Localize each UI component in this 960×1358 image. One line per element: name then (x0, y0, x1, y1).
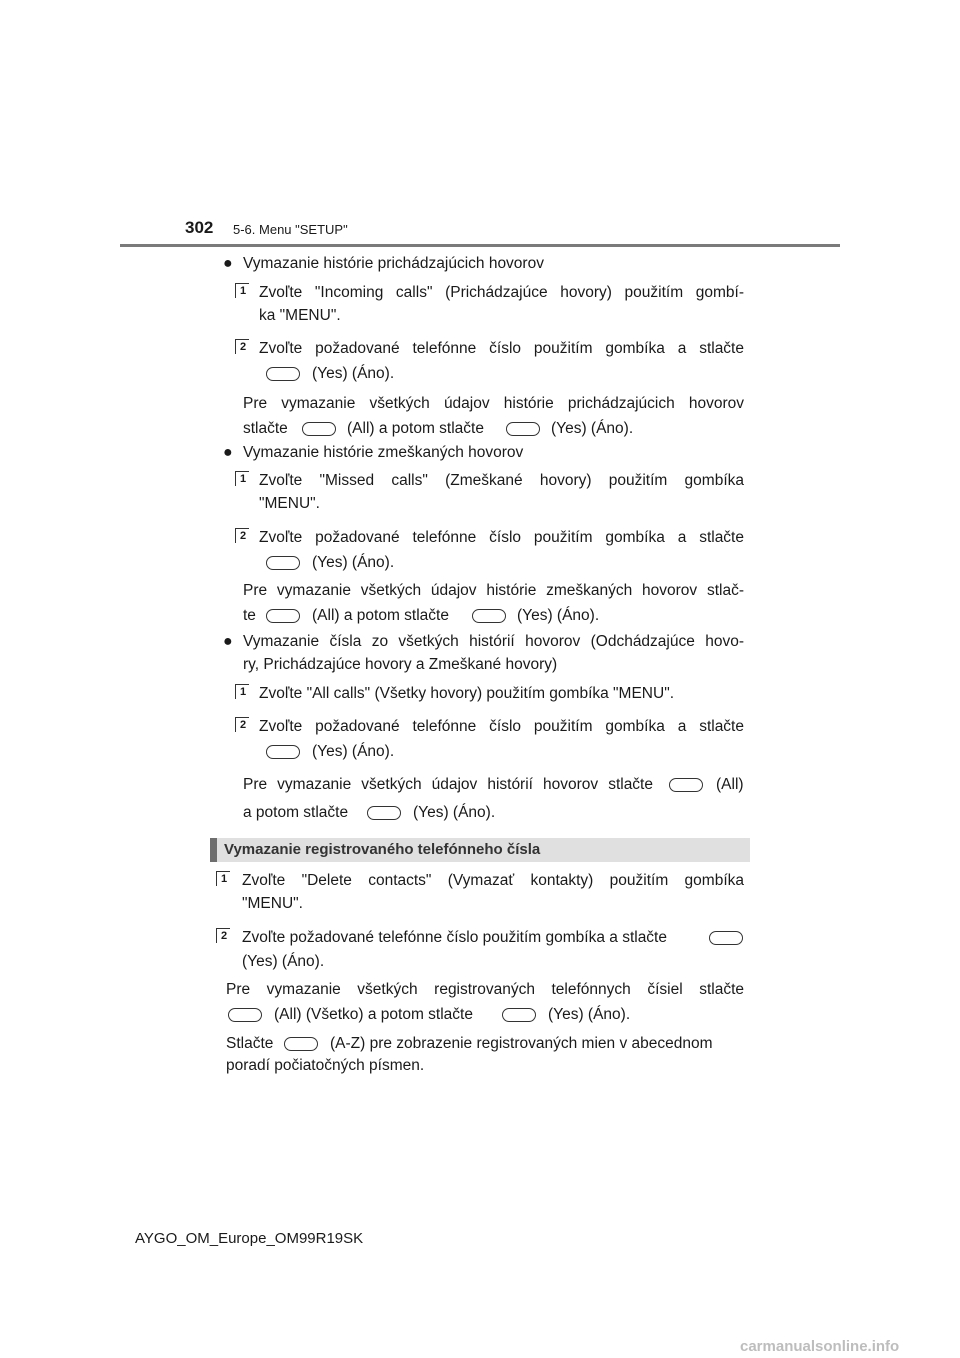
soft-button-icon (266, 556, 300, 570)
header-divider (120, 244, 840, 247)
heading-accent-bar (210, 838, 217, 862)
block1-step1-line1: Zvoľte "Incoming calls" (Prichádzajúce hovory) použitím gombí- (259, 284, 744, 301)
soft-button-icon (502, 1008, 536, 1022)
soft-button-icon (709, 931, 743, 945)
block2-note-yes: (Yes) (Áno). (517, 607, 600, 624)
block2-step1-line1: Zvoľte "Missed calls" (Zmeškané hovory) použitím gombíka (259, 472, 744, 489)
block2-note-line1: Pre vymazanie všetkých údajov histórie zmeškaných hovorov stlač- (243, 582, 744, 599)
block3-note-yes: (Yes) (Áno). (413, 804, 496, 821)
bullet: ● (223, 633, 233, 650)
block3-title-line2: ry, Prichádzajúce hovory a Zmeškané hovory) (243, 656, 558, 673)
section2-note-line1: Pre vymazanie všetkých registrovaných telefónnych čísiel stlačte (226, 981, 744, 998)
block3-note-line1: Pre vymazanie všetkých údajov histórií hovorov stlačte (243, 776, 653, 793)
soft-button-icon (472, 609, 506, 623)
step-2-marker: 2 (235, 528, 249, 543)
block2-step2-line2: (Yes) (Áno). (312, 554, 395, 571)
section2-note-yes: (Yes) (Áno). (548, 1006, 631, 1023)
block3-title-line1: Vymazanie čísla zo všetkých histórií hovorov (Odchádzajúce hovo- (243, 633, 744, 650)
block2-step1-line2: "MENU". (259, 495, 320, 512)
soft-button-icon (228, 1008, 262, 1022)
block3-step2-line2: (Yes) (Áno). (312, 743, 395, 760)
section2-note-az: (A-Z) pre zobrazenie registrovaných mien v abecednom (330, 1035, 713, 1052)
block3-step2-line1: Zvoľte požadované telefónne číslo použitím gombíka a stlačte (259, 718, 744, 735)
block2-step2-line1: Zvoľte požadované telefónne číslo použitím gombíka a stlačte (259, 529, 744, 546)
step-2-marker: 2 (235, 339, 249, 354)
block1-step2-line2: (Yes) (Áno). (312, 365, 395, 382)
step-1-marker: 1 (235, 283, 249, 298)
section2-step1-line2: "MENU". (242, 895, 303, 912)
block1-note-line1: Pre vymazanie všetkých údajov histórie prichádzajúcich hovorov (243, 395, 744, 412)
step-1-marker: 1 (235, 684, 249, 699)
block2-note-all: (All) a potom stlačte (312, 607, 449, 624)
block1-title: Vymazanie histórie prichádzajúcich hovorov (243, 255, 544, 272)
step-1-marker: 1 (216, 871, 230, 886)
soft-button-icon (284, 1037, 318, 1051)
section2-step2-line1: Zvoľte požadované telefónne číslo použitím gombíka a stlačte (242, 929, 667, 946)
soft-button-icon (266, 745, 300, 759)
page-number: 302 (185, 218, 214, 237)
step-1-marker: 1 (235, 471, 249, 486)
bullet: ● (223, 255, 233, 272)
soft-button-icon (506, 422, 540, 436)
block1-note-all: (All) a potom stlačte (347, 420, 484, 437)
block2-title: Vymazanie histórie zmeškaných hovorov (243, 444, 524, 461)
block1-step1-line2: ka "MENU". (259, 307, 341, 324)
bullet: ● (223, 444, 233, 461)
soft-button-icon (669, 778, 703, 792)
section2-note-line4: poradí počiatočných písmen. (226, 1057, 425, 1074)
section-title: 5-6. Menu "SETUP" (233, 222, 348, 237)
block3-note-all: (All) (716, 776, 744, 793)
soft-button-icon (302, 422, 336, 436)
block1-note-yes: (Yes) (Áno). (551, 420, 634, 437)
block1-step2-line1: Zvoľte požadované telefónne číslo použitím gombíka a stlačte (259, 340, 744, 357)
section2-step1-line1: Zvoľte "Delete contacts" (Vymazať kontakty) použitím gombíka (242, 872, 744, 889)
section-heading (210, 838, 750, 862)
soft-button-icon (266, 609, 300, 623)
section2-step2-line2: (Yes) (Áno). (242, 953, 325, 970)
step-2-marker: 2 (235, 717, 249, 732)
block1-note-stlacte: stlačte (243, 420, 288, 437)
section2-note-stlacte: Stlačte (226, 1035, 274, 1052)
section2-note-all: (All) (Všetko) a potom stlačte (274, 1006, 473, 1023)
block2-note-te: te (243, 607, 256, 624)
soft-button-icon (266, 367, 300, 381)
block3-step1: Zvoľte "All calls" (Všetky hovory) použitím gombíka "MENU". (259, 685, 675, 702)
section-heading-text: Vymazanie registrovaného telefónneho čísla (224, 841, 541, 858)
block3-note-line2: a potom stlačte (243, 804, 349, 821)
document-id: AYGO_OM_Europe_OM99R19SK (135, 1230, 364, 1247)
watermark: carmanualsonline.info (740, 1338, 900, 1355)
soft-button-icon (367, 806, 401, 820)
step-2-marker: 2 (216, 928, 230, 943)
